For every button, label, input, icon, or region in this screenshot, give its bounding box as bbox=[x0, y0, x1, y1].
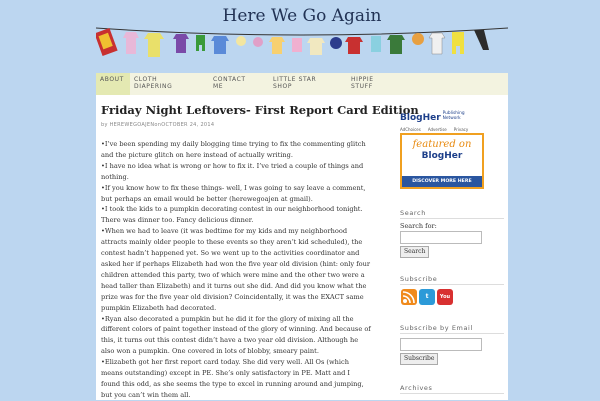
post-line: There was dinner too. Fancy delicious dinner. bbox=[101, 216, 254, 225]
post-line: found this odd, as she seems the type to excel in running around and jumping, bbox=[101, 379, 364, 388]
privacy-link[interactable]: Privacy bbox=[453, 127, 469, 132]
byline-by: by bbox=[101, 122, 108, 128]
post-line: means outstanding) except in PE. She’s only satisfactory in PE. Matt and I bbox=[101, 369, 351, 378]
search-label: Search for: bbox=[400, 222, 437, 230]
nav-item-label: HIPPIE STUFF bbox=[351, 76, 374, 90]
nav-item-label: CONTACT ME bbox=[213, 76, 246, 90]
divider bbox=[400, 218, 504, 219]
post-line: and the picture glitch on here instead of actually writing. bbox=[101, 150, 293, 159]
post-byline bbox=[101, 122, 389, 128]
email-input[interactable] bbox=[400, 338, 482, 351]
post-line: •When we had to leave (it was bedtime for my kids and my neighborhood bbox=[101, 227, 348, 236]
main-area bbox=[96, 95, 508, 400]
post-line: but you can’t win them all. bbox=[101, 390, 191, 399]
post-line: •I’ve been spending my daily blogging time trying to fix the commenting glitch bbox=[101, 140, 366, 148]
featured-line2: BlogHer bbox=[421, 151, 463, 161]
site-title[interactable]: Here We Go Again bbox=[222, 6, 382, 26]
search-input[interactable] bbox=[400, 231, 482, 244]
subscribe-button[interactable]: Subscribe bbox=[400, 353, 438, 365]
network-line1: Publishing bbox=[442, 110, 465, 116]
post-line: •If you know how to fix these things- well, I was going to say leave a comment, bbox=[101, 183, 366, 192]
post-line: •Elizabeth got her first report card today. She did very well. All Os (which bbox=[101, 358, 349, 367]
nav-item-label: LITTLE STAR SHOP bbox=[273, 76, 317, 90]
post-line: •Ryan also decorated a pumpkin but he did it for the glory of mixing all the bbox=[101, 314, 354, 323]
sidebar bbox=[400, 95, 508, 400]
post-line: prize was for the five year old division? Coincidentally, it was the EXACT same bbox=[101, 292, 364, 301]
adchoices-link[interactable]: AdChoices bbox=[400, 127, 421, 132]
main-nav bbox=[96, 73, 508, 96]
post-line: also won a pumpkin. One covered in lots of blobby, smeary paint. bbox=[101, 347, 319, 356]
post-line: head taller than Elizabeth) and it turns out she did. And did you know what the bbox=[101, 281, 367, 290]
search-button[interactable]: Search bbox=[400, 246, 429, 258]
blogher-badge[interactable] bbox=[400, 105, 488, 132]
twitter-icon[interactable]: t bbox=[419, 289, 435, 305]
featured-on-blogher-badge[interactable] bbox=[400, 133, 484, 189]
post-title[interactable]: Friday Night Leftovers- First Report Card Edition bbox=[101, 103, 419, 117]
header bbox=[96, 0, 508, 72]
post-author[interactable]: HEREWEGOAJEN bbox=[109, 122, 155, 128]
nav-item-label: CLOTH DIAPERING bbox=[134, 76, 173, 90]
subscribe-widget-title: Subscribe bbox=[400, 275, 438, 283]
subscribe-email-widget-title: Subscribe by Email bbox=[400, 324, 473, 332]
search-widget-title: Search bbox=[400, 209, 426, 217]
post-line: children attended this party, two of which were mine and the other two were a bbox=[101, 270, 365, 279]
nav-item-little-star-shop[interactable] bbox=[273, 73, 329, 95]
post-body bbox=[101, 139, 389, 401]
post-line: pumpkin Elizabeth had decorated. bbox=[101, 303, 217, 312]
post-line: attracts mainly older people to these events so they aren’t kid scheduled), the bbox=[101, 238, 363, 247]
nav-item-hippie-stuff[interactable] bbox=[351, 73, 391, 95]
youtube-icon[interactable]: You bbox=[437, 289, 453, 305]
network-line2: Network bbox=[442, 115, 461, 121]
post-line: nothing. bbox=[101, 172, 129, 181]
page bbox=[96, 0, 508, 400]
nav-item-label: ABOUT bbox=[100, 76, 124, 83]
blogher-links bbox=[400, 127, 488, 132]
post-line: this, it turns out this contest didn’t have a two year old division. Although he bbox=[101, 336, 359, 345]
rss-icon[interactable] bbox=[401, 289, 417, 305]
nav-item-about[interactable] bbox=[96, 73, 130, 95]
featured-line1: featured on bbox=[412, 139, 472, 150]
post-line: asked her if perhaps Elizabeth had won the five year old division (hint: only four bbox=[101, 259, 371, 268]
post-line: •I took the kids to a pumpkin decorating contest in our neighborhood tonight. bbox=[101, 205, 363, 214]
nav-item-cloth-diapering[interactable] bbox=[134, 73, 190, 95]
divider bbox=[400, 333, 504, 334]
post-line: •I have no idea what is wrong or how to fix it. I’ve tried a couple of things and bbox=[101, 161, 364, 170]
clothesline-banner bbox=[96, 24, 508, 64]
blogher-logo[interactable]: BlogHer bbox=[400, 113, 441, 123]
post-date: OCTOBER 24, 2014 bbox=[161, 122, 215, 128]
divider bbox=[400, 284, 504, 285]
post-line: contest hadn’t happened yet. So we went up to the activities coordinator and bbox=[101, 249, 360, 258]
archives-widget-title: Archives bbox=[400, 384, 433, 392]
byline-on: on bbox=[154, 122, 162, 128]
blogher-network bbox=[443, 111, 465, 121]
advertise-link[interactable]: Advertise bbox=[427, 127, 447, 132]
divider bbox=[400, 393, 504, 394]
post-line: but perhaps an email would be better (herewegoajen at gmail). bbox=[101, 194, 313, 203]
discover-more-link[interactable]: DISCOVER MORE HERE bbox=[402, 176, 482, 187]
nav-item-contact-me[interactable] bbox=[213, 73, 251, 95]
post-line: different colors of paint together instead of the glory of winning. And because of bbox=[101, 325, 371, 334]
